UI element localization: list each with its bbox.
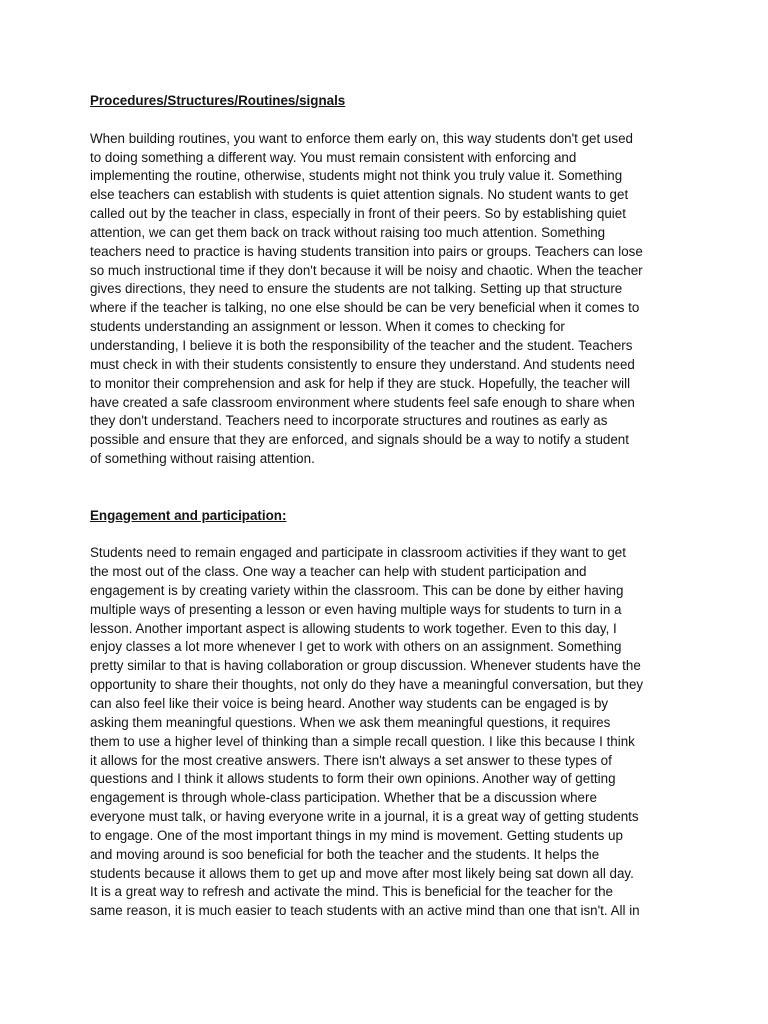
text-line: engagement is through whole-class participation. Whether that be a discussion where (90, 790, 597, 806)
text-line: of something without raising attention. (90, 451, 315, 467)
text-line: teachers need to practice is having students transition into pairs or groups. Teachers can lose (90, 243, 643, 259)
text-line: multiple ways of presenting a lesson or even having multiple ways for students to turn in a (90, 601, 622, 617)
text-line: lesson. Another important aspect is allowing students to work together. Even to this day, I (90, 620, 617, 636)
text-line: When building routines, you want to enforce them early on, this way students don't get used (90, 130, 633, 146)
text-line: and moving around is soo beneficial for both the teacher and the students. It helps the (90, 846, 600, 862)
text-line: questions and I think it allows students to form their own opinions. Another way of getting (90, 771, 616, 787)
text-line: called out by the teacher in class, especially in front of their peers. So by establishing quiet (90, 206, 626, 222)
text-line: the most out of the class. One way a teacher can help with student participation and (90, 564, 587, 580)
paragraph-engagement (90, 544, 670, 921)
text-line: possible and ensure that they are enforced, and signals should be a way to notify a student (90, 432, 629, 448)
text-line: they don't understand. Teachers need to incorporate structures and routines as early as (90, 413, 608, 429)
text-line: engagement is by creating variety within the classroom. This can be done by either having (90, 582, 624, 598)
text-line: attention, we can get them back on track without raising too much attention. Something (90, 224, 606, 240)
text-line: gives directions, they need to ensure the students are not talking. Setting up that structure (90, 281, 623, 297)
text-line: implementing the routine, otherwise, students might not think you truly value it. Something (90, 168, 623, 184)
text-line: enjoy classes a lot more whenever I get to work with others on an assignment. Something (90, 639, 622, 655)
spacer (90, 111, 670, 130)
text-line: to doing something a different way. You must remain consistent with enforcing and (90, 149, 577, 165)
spacer (90, 469, 670, 507)
text-line: where if the teacher is talking, no one else should be can be very beneficial when it comes to (90, 300, 640, 316)
section-heading-engagement: Engagement and participation: (90, 507, 287, 523)
spacer (90, 525, 670, 544)
text-line: understanding, I believe it is both the responsibility of the teacher and the student. Teachers (90, 337, 633, 353)
text-line: students understanding an assignment or lesson. When it comes to checking for (90, 319, 565, 335)
text-line: else teachers can establish with students is quiet attention signals. No student wants to get (90, 187, 629, 203)
paragraph-procedures (90, 130, 670, 469)
text-line: so much instructional time if they don't because it will be noisy and chaotic. When the teacher (90, 262, 643, 278)
text-line: can also feel like their voice is being heard. Another way students can be engaged is by (90, 696, 609, 711)
text-line: students because it allows them to get up and move after most likely being sat down all day. (90, 865, 634, 881)
text-line: to engage. One of the most important things in my mind is movement. Getting students up (90, 827, 623, 843)
section-heading-procedures: Procedures/Structures/Routines/signals (90, 93, 346, 108)
text-line: must check in with their students consistently to ensure they understand. And students need (90, 356, 635, 372)
text-line: opportunity to share their thoughts, not only do they have a meaningful conversation, but they (90, 677, 644, 693)
text-line: asking them meaningful questions. When we ask them meaningful questions, it requires (90, 714, 611, 730)
document-content (90, 92, 670, 921)
text-line: to monitor their comprehension and ask for help if they are stuck. Hopefully, the teacher will (90, 375, 631, 391)
text-line: It is a great way to refresh and activate the mind. This is beneficial for the teacher for the (90, 884, 613, 900)
text-line: everyone must talk, or having everyone write in a journal, it is a great way of getting students (90, 809, 639, 825)
text-line: Students need to remain engaged and participate in classroom activities if they want to get (90, 545, 626, 561)
text-line: have created a safe classroom environment where students feel safe enough to share when (90, 394, 635, 410)
text-line: pretty similar to that is having collaboration or group discussion. Whenever students have the (90, 658, 641, 674)
text-line: them to use a higher level of thinking than a simple recall question. I like this because I think (90, 733, 635, 749)
text-line: it allows for the most creative answers. There isn't always a set answer to these types of (90, 752, 612, 768)
text-line: same reason, it is much easier to teach students with an active mind than one that isn't. All in (90, 903, 640, 919)
